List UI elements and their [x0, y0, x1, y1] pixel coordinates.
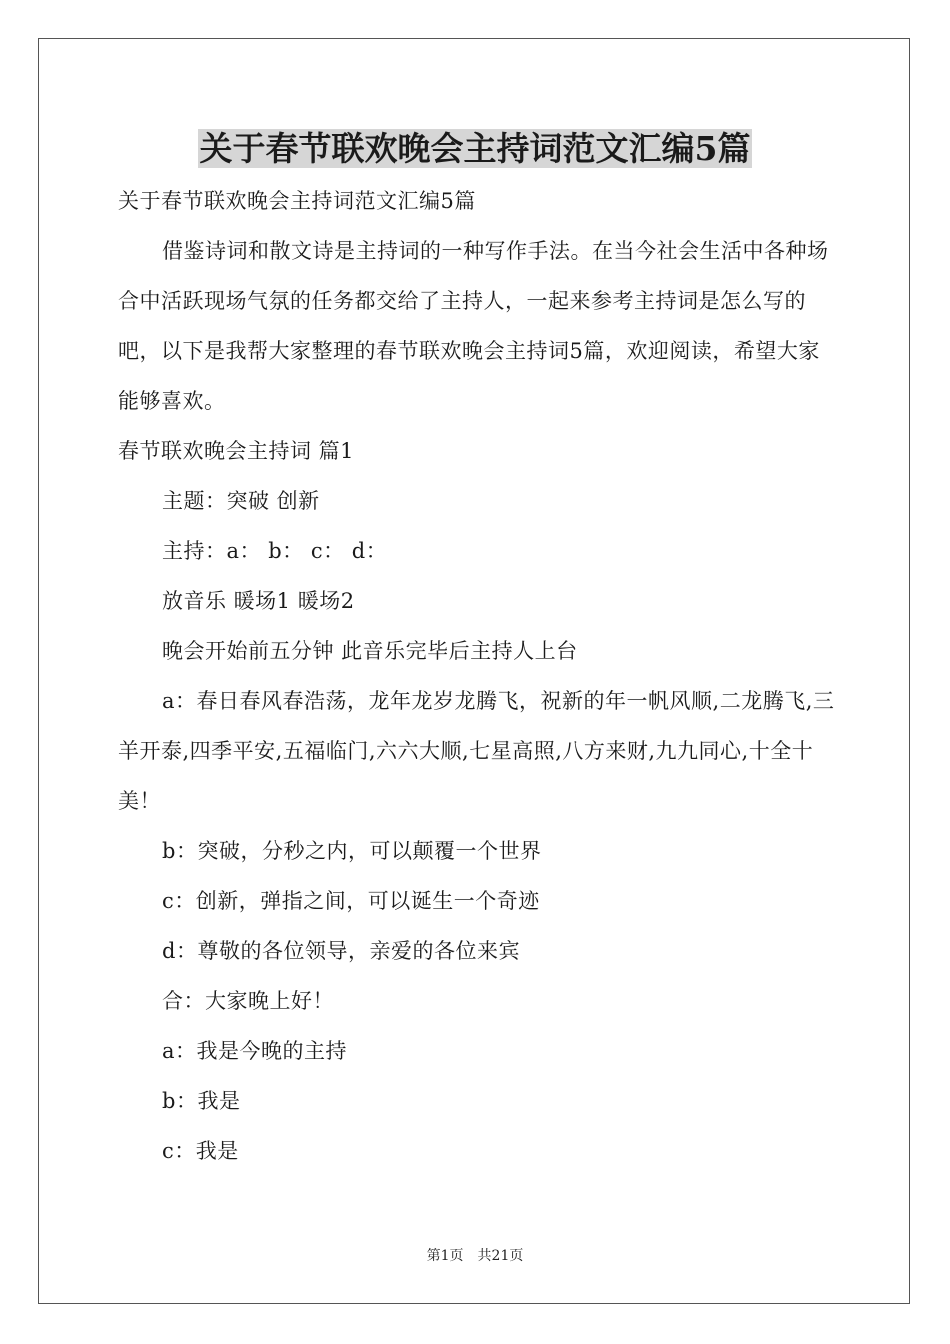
paragraph: b：我是 [162, 1089, 241, 1113]
page-number: 第1页 共21页 [426, 1248, 524, 1264]
paragraph: 关于春节联欢晚会主持词范文汇编5篇 [118, 189, 476, 213]
paragraph: b：突破，分秒之内，可以颠覆一个世界 [162, 839, 542, 863]
paragraph: a：我是今晚的主持 [162, 1039, 348, 1063]
paragraph: c：创新，弹指之间，可以诞生一个奇迹 [162, 889, 540, 913]
paragraph: 主持：a： b： c： d： [162, 539, 388, 563]
paragraph: d：尊敬的各位领导，亲爱的各位来宾 [162, 939, 520, 963]
paragraph: 合：大家晚上好！ [162, 989, 334, 1013]
document-title [0, 124, 950, 174]
paragraph: 借鉴诗词和散文诗是主持词的一种写作手法。在当今社会生活中各种场合中活跃现场气氛的任务都交给了主持人，一起来参考主持词是怎么写的吧，以下是我帮大家整理的春节联欢晚会主持词5篇，欢迎阅读，希望大家能够喜欢。 [118, 239, 829, 413]
paragraph: 主题：突破 创新 [162, 489, 320, 513]
page-footer [0, 1244, 950, 1268]
document-body [118, 176, 838, 1176]
paragraph: a：春日春风春浩荡，龙年龙岁龙腾飞，祝新的年一帆风顺,二龙腾飞,三羊开泰,四季平安,五福临门,六六大顺,七星高照,八方来财,九九同心,十全十美！ [118, 689, 835, 813]
paragraph: 放音乐 暖场1 暖场2 [162, 589, 355, 613]
paragraph: c：我是 [162, 1139, 239, 1163]
section-heading: 春节联欢晚会主持词 篇1 [118, 439, 355, 463]
document-title-text: 关于春节联欢晚会主持词范文汇编5篇 [199, 129, 751, 168]
paragraph: 晚会开始前五分钟 此音乐完毕后主持人上台 [162, 639, 578, 663]
